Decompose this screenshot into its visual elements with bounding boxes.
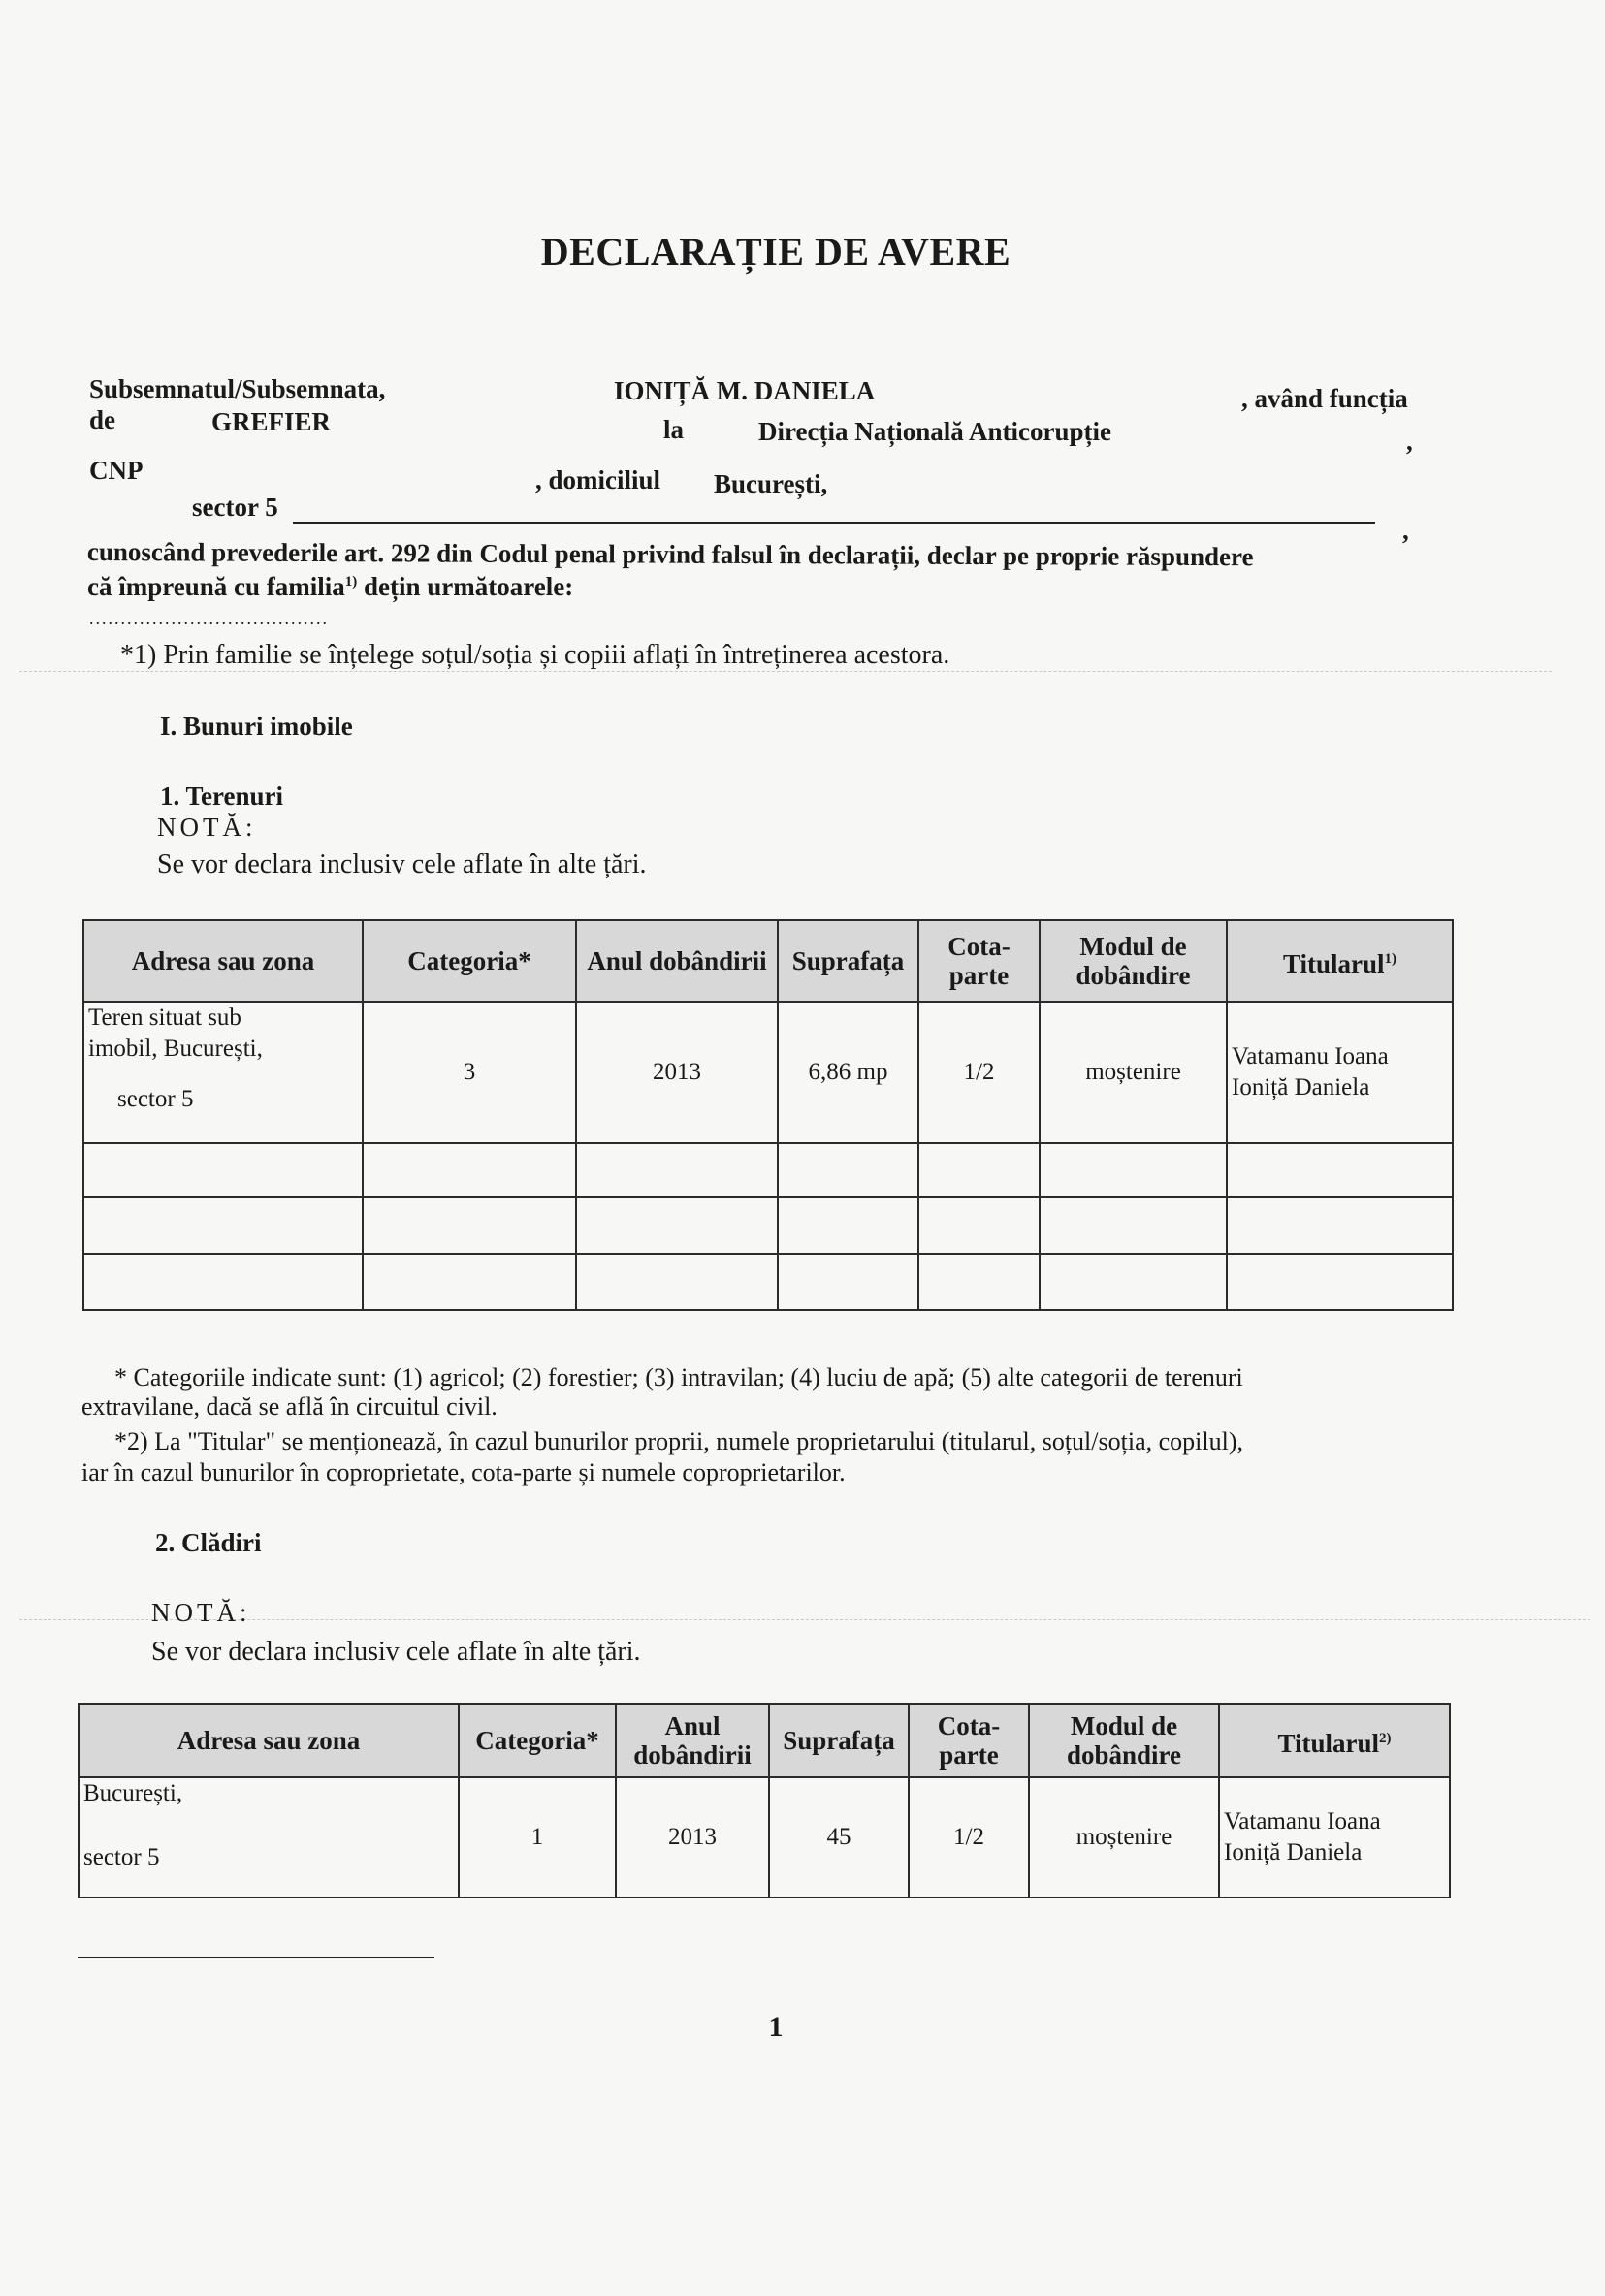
table-row <box>83 1197 1453 1254</box>
section-heading: I. Bunuri imobile <box>160 712 353 741</box>
empty-cell <box>1227 1254 1453 1310</box>
owner-line: Ioniță Daniela <box>1224 1839 1363 1866</box>
column-header: Categoria* <box>459 1704 616 1777</box>
empty-cell <box>363 1197 576 1254</box>
empty-cell <box>778 1197 918 1254</box>
category-cell: 1 <box>459 1777 616 1897</box>
address-line: Teren situat sub <box>88 1004 241 1031</box>
de-label: de <box>89 405 115 434</box>
avand-functia-label: , având funcția <box>1241 384 1408 413</box>
address-cell <box>83 1002 363 1143</box>
intro-line-2-text: că împreună cu familia <box>87 572 345 601</box>
address-line: imobil, București, <box>88 1036 263 1062</box>
empty-cell <box>918 1254 1040 1310</box>
empty-cell <box>1227 1197 1453 1254</box>
institution-value: Direcția Națională Anticorupție <box>758 417 1111 446</box>
empty-cell <box>576 1254 778 1310</box>
comma-mark: , <box>1406 427 1413 456</box>
table-header-row <box>83 920 1453 1002</box>
empty-cell <box>1040 1254 1227 1310</box>
area-cell: 6,86 mp <box>778 1002 918 1143</box>
buildings-table <box>78 1703 1451 1898</box>
sector-value: sector 5 <box>192 493 278 522</box>
footnote-ref: 2) <box>1379 1730 1392 1746</box>
footnote-separator <box>78 1957 434 1958</box>
footnote-family: *1) Prin familie se înțelege soțul/soția și copiii aflați în întreținerea acestora. <box>120 640 950 670</box>
empty-cell <box>1227 1143 1453 1197</box>
subsection-heading: 2. Clădiri <box>155 1528 262 1557</box>
address-underline <box>293 522 1375 524</box>
table-row <box>79 1777 1450 1897</box>
domiciliul-label: , domiciliul <box>535 465 661 494</box>
city-value: București, <box>714 469 828 498</box>
function-value: GREFIER <box>211 407 332 436</box>
comma-mark: , <box>1402 516 1409 545</box>
empty-cell <box>1040 1197 1227 1254</box>
empty-cell <box>83 1254 363 1310</box>
column-header: Categoria* <box>363 920 576 1002</box>
scan-artifact-line <box>19 1619 1590 1620</box>
address-cell <box>79 1777 459 1897</box>
nota-label: NOTĂ: <box>157 813 257 842</box>
titular-note-line-2: iar în cazul bunurilor în coproprietate, cota-parte și numele coproprietarilor. <box>81 1458 846 1486</box>
address-line: sector 5 <box>117 1086 194 1112</box>
share-cell: 1/2 <box>918 1002 1040 1143</box>
nota-text: Se vor declara inclusiv cele aflate în alte țări. <box>157 849 647 879</box>
owner-cell <box>1227 1002 1453 1143</box>
empty-cell <box>918 1143 1040 1197</box>
table-row <box>83 1254 1453 1310</box>
empty-cell <box>576 1143 778 1197</box>
column-header: Anul dobândirii <box>616 1704 769 1777</box>
owner-line: Ioniță Daniela <box>1232 1074 1370 1100</box>
year-cell: 2013 <box>576 1002 778 1143</box>
area-cell: 45 <box>769 1777 909 1897</box>
intro-line-1: cunoscând prevederile art. 292 din Codul penal privind falsul în declarații, declar pe proprie răspundere <box>86 537 1254 572</box>
empty-cell <box>918 1197 1040 1254</box>
dotted-line: ...................................... <box>89 609 329 628</box>
intro-line-2 <box>87 572 573 602</box>
la-label: la <box>663 415 685 444</box>
empty-cell <box>363 1254 576 1310</box>
address-line: sector 5 <box>83 1844 160 1870</box>
subsection-heading: 1. Terenuri <box>160 781 284 811</box>
category-note-line-1: * Categoriile indicate sunt: (1) agricol; (2) forestier; (3) intravilan; (4) luciu de apă; (5) alte categorii de terenuri <box>114 1363 1243 1391</box>
column-header: Suprafața <box>778 920 918 1002</box>
column-header: Adresa sau zona <box>83 920 363 1002</box>
column-header-text: Titularul <box>1282 948 1385 978</box>
table-row <box>83 1143 1453 1197</box>
scan-artifact-line <box>19 671 1552 672</box>
column-header: Cota-parte <box>918 920 1040 1002</box>
column-header <box>1219 1704 1450 1777</box>
titular-note-line-1: *2) La "Titular" se menționează, în cazul bunurilor proprii, numele proprietarului (titularul, soțul/soția, copilul), <box>114 1427 1243 1455</box>
acquisition-mode-cell: moștenire <box>1029 1777 1219 1897</box>
declarant-name: IONIȚĂ M. DANIELA <box>614 376 876 405</box>
empty-cell <box>778 1143 918 1197</box>
empty-cell <box>576 1197 778 1254</box>
category-note-line-2: extravilane, dacă se află în circuitul civil. <box>81 1392 498 1420</box>
footnote-ref: 1) <box>344 574 358 590</box>
subsemnatul-label: Subsemnatul/Subsemnata, <box>89 374 386 403</box>
column-header: Anul dobândirii <box>576 920 778 1002</box>
column-header: Modul de dobândire <box>1040 920 1227 1002</box>
address-line: București, <box>83 1780 183 1806</box>
empty-cell <box>363 1143 576 1197</box>
empty-cell <box>83 1143 363 1197</box>
empty-cell <box>778 1254 918 1310</box>
intro-line-2-text: dețin următoarele: <box>357 572 574 601</box>
owner-line: Vatamanu Ioana <box>1224 1808 1381 1834</box>
page-number: 1 <box>768 2011 784 2043</box>
empty-cell <box>1040 1143 1227 1197</box>
nota-text: Se vor declara inclusiv cele aflate în alte țări. <box>151 1637 641 1667</box>
column-header-text: Titularul <box>1277 1728 1380 1758</box>
column-header: Adresa sau zona <box>79 1704 459 1777</box>
column-header <box>1227 920 1453 1002</box>
owner-line: Vatamanu Ioana <box>1232 1043 1389 1069</box>
owner-cell <box>1219 1777 1450 1897</box>
share-cell: 1/2 <box>909 1777 1029 1897</box>
footnote-ref: 1) <box>1384 950 1397 967</box>
column-header: Suprafața <box>769 1704 909 1777</box>
column-header: Modul de dobândire <box>1029 1704 1219 1777</box>
cnp-label: CNP <box>89 456 144 485</box>
column-header: Cota-parte <box>909 1704 1029 1777</box>
table-header-row <box>79 1704 1450 1777</box>
acquisition-mode-cell: moștenire <box>1040 1002 1227 1143</box>
category-cell: 3 <box>363 1002 576 1143</box>
table-row <box>83 1002 1453 1143</box>
land-table <box>82 919 1454 1311</box>
empty-cell <box>83 1197 363 1254</box>
year-cell: 2013 <box>616 1777 769 1897</box>
nota-label: NOTĂ: <box>151 1598 251 1627</box>
document-title: DECLARAȚIE DE AVERE <box>540 230 1011 273</box>
